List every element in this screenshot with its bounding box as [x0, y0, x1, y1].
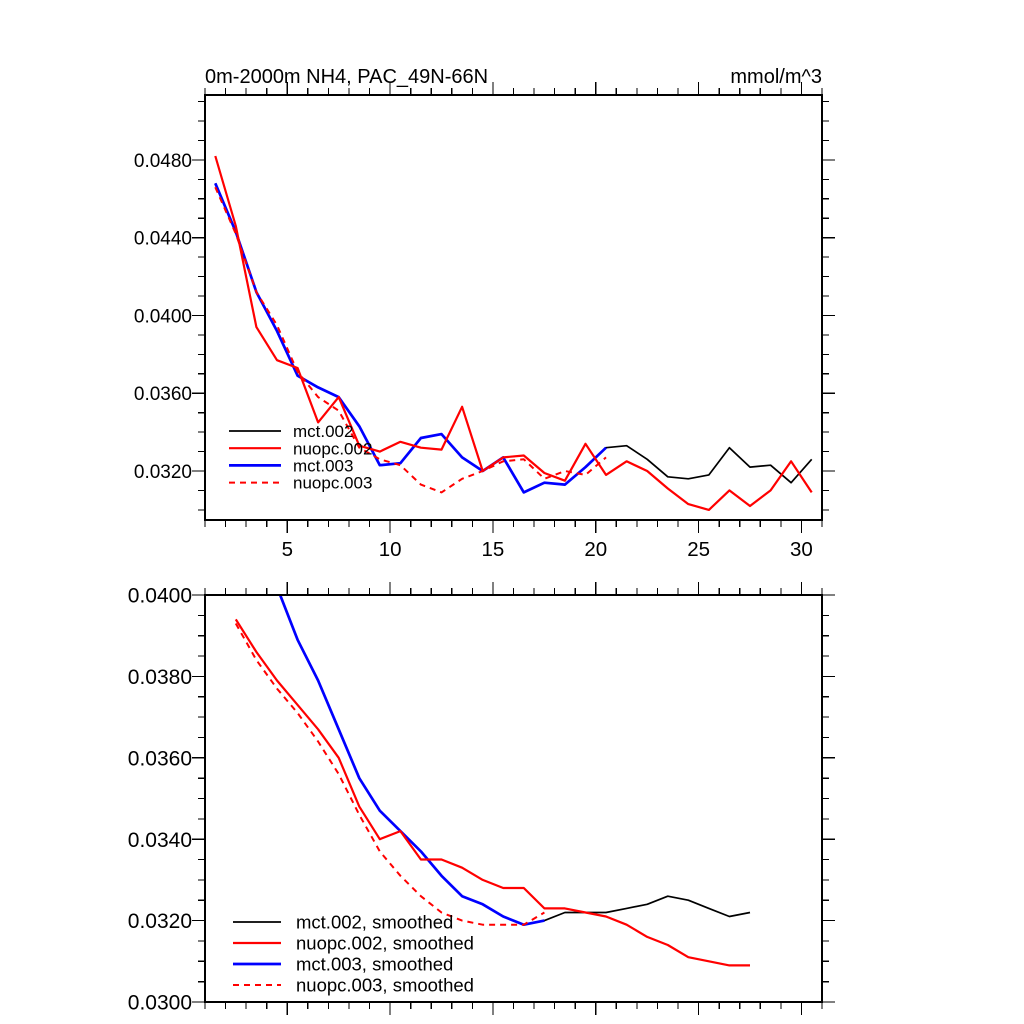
series-line-mct-003-smoothed — [277, 587, 544, 925]
series-line-nuopc-003 — [215, 187, 606, 492]
series-layer — [236, 587, 750, 966]
y-tick-label: 0.0400 — [133, 306, 192, 328]
x-tick-label: 20 — [584, 538, 608, 561]
legend-label: nuopc.003 — [293, 473, 373, 493]
series-line-nuopc-003-smoothed — [236, 624, 545, 925]
legend-item — [229, 439, 372, 458]
legend-label: mct.003, smoothed — [296, 953, 454, 975]
y-tick-label: 0.0440 — [133, 228, 192, 250]
x-tick-label: 25 — [687, 538, 711, 561]
y-tick-label: 0.0320 — [127, 910, 192, 934]
chart-title: 0m-2000m NH4, PAC_49N-66N — [205, 66, 489, 88]
panel-raw — [134, 82, 835, 561]
legend — [229, 422, 372, 493]
x-tick-label: 30 — [790, 538, 813, 561]
tick-marks — [192, 582, 835, 1015]
legend — [233, 912, 474, 996]
y-tick-label: 0.0320 — [133, 461, 192, 483]
legend-label: mct.003 — [293, 456, 354, 476]
tick-marks — [192, 82, 835, 533]
legend-item — [233, 912, 453, 933]
chart-units-label: mmol/m^3 — [730, 66, 822, 88]
legend-item — [229, 474, 372, 493]
legend-label: nuopc.002 — [293, 439, 373, 459]
legend-label: mct.002 — [293, 422, 354, 442]
x-tick-label: 5 — [281, 538, 293, 561]
x-tick-label: 15 — [481, 538, 505, 561]
series-line-mct-003 — [215, 183, 606, 492]
legend-item — [229, 422, 353, 441]
legend-item — [229, 457, 353, 476]
x-tick-label: 10 — [378, 538, 402, 561]
legend-item — [233, 975, 474, 996]
legend-label: nuopc.003, smoothed — [296, 974, 474, 996]
legend-label: nuopc.002, smoothed — [296, 932, 474, 954]
series-line-mct-002-smoothed — [277, 587, 750, 925]
y-tick-label: 0.0360 — [127, 747, 192, 771]
legend-item — [233, 954, 453, 975]
y-tick-label: 0.0300 — [127, 991, 192, 1015]
y-tick-label: 0.0340 — [127, 828, 192, 852]
legend-item — [233, 933, 474, 954]
panel-smoothed — [128, 582, 835, 1015]
y-tick-label: 0.0480 — [133, 150, 192, 172]
y-tick-label: 0.0400 — [127, 584, 192, 608]
y-tick-label: 0.0360 — [133, 384, 192, 406]
legend-label: mct.002, smoothed — [296, 911, 454, 933]
y-tick-label: 0.0380 — [127, 665, 192, 689]
